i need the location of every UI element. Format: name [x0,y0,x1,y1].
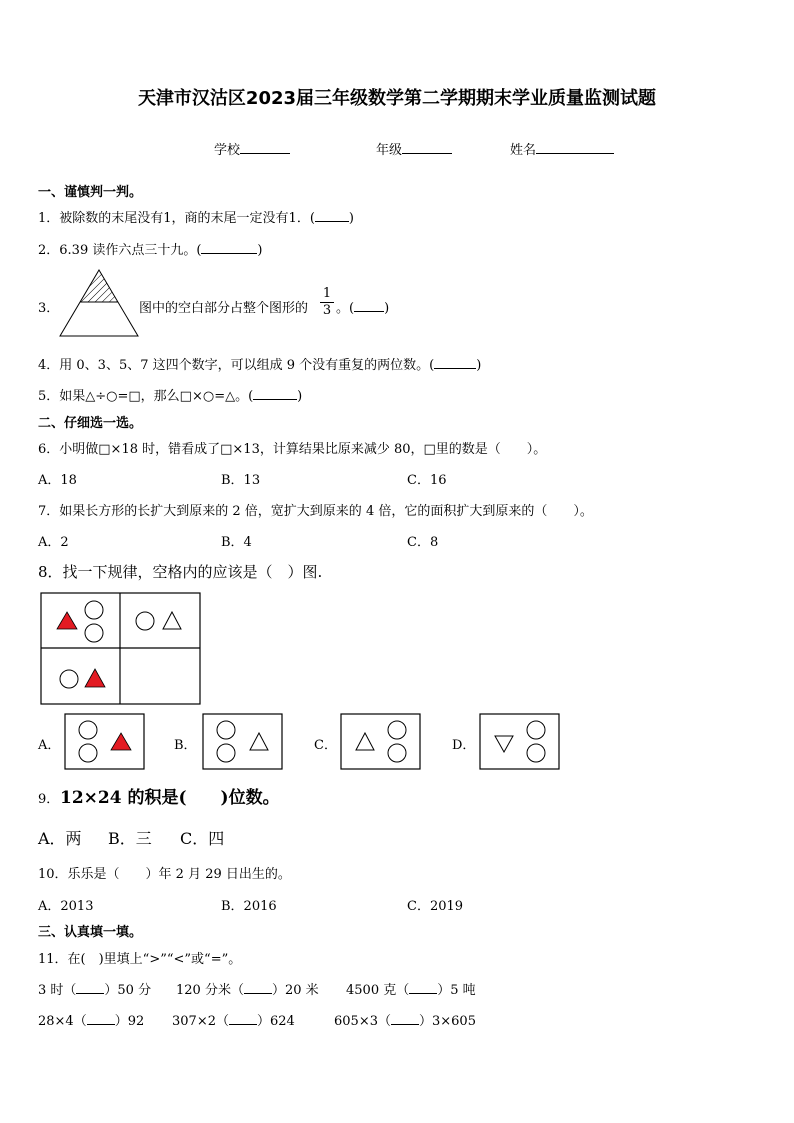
grade-field[interactable] [376,139,452,158]
answer-blank[interactable] [229,1012,257,1025]
option-c[interactable]: C．8 [407,535,439,550]
question-text: 4．用 0、3、5、7 这四个数字，可以组成 9 个没有重复的两位数。( [38,358,435,373]
option-c-label[interactable]: C． [314,738,337,753]
question-2 [38,239,263,258]
question-3-number: 3． [38,301,60,316]
striped-triangle-figure [58,268,140,338]
circle-icon [136,612,154,630]
paren-close: ) [476,358,482,373]
option-c-figure[interactable] [340,713,422,771]
question-11: 11．在( )里填上“>”“<”或“=”。 [38,952,242,967]
compare-item: 120 分米（ ）20 米 [176,983,319,998]
paren-close: ) [297,389,303,404]
question-10: 10．乐乐是（ ）年 2 月 29 日出生的。 [38,867,291,882]
option-d-label[interactable]: D． [452,738,476,753]
option-b[interactable]: B．2016 [221,899,277,914]
fraction-numerator: 1 [322,286,332,301]
answer-blank[interactable] [315,209,349,222]
option-c[interactable]: C．四 [180,829,225,848]
school-label: 学校 [214,143,241,158]
option-a[interactable]: A．2013 [38,899,94,914]
paren-close: ) [384,301,390,316]
question-text: 5．如果△÷○=□，那么□×○=△。( [38,389,254,404]
compare-item: 28×4（ ）92 [38,1014,145,1029]
circle-icon [60,670,78,688]
question-3 [139,297,308,316]
answer-blank[interactable] [434,356,476,369]
red-triangle-icon [85,669,105,687]
question-4 [38,354,481,373]
option-a-label[interactable]: A． [38,738,61,753]
school-field[interactable] [214,139,290,158]
option-a[interactable]: A．2 [38,535,69,550]
section-heading: 二、仔细选一选。 [38,416,143,431]
compare-item: 4500 克（ ）5 吨 [346,983,476,998]
triangle-icon [163,612,181,629]
section-heading: 三、认真填一填。 [38,925,143,940]
section-heading: 一、谨慎判一判。 [38,185,143,200]
answer-blank[interactable] [354,299,384,312]
question-text: 图中的空白部分占整个图形的 [139,301,309,316]
triangle-icon [250,733,268,750]
question-5 [38,385,302,404]
answer-blank[interactable] [391,1012,419,1025]
page-title: 天津市汉沽区2023届三年级数学第二学期期末学业质量监测试题 [137,88,657,109]
question-3-answer [336,297,389,316]
question-1 [38,207,354,226]
answer-blank[interactable] [409,981,437,994]
question-9-number: 9． [38,792,60,807]
option-b[interactable]: B．三 [108,829,152,848]
option-b-label[interactable]: B． [174,738,197,753]
paren-close: ) [348,211,354,226]
answer-blank[interactable] [201,241,257,254]
circle-icon [85,601,103,619]
question-7: 7．如果长方形的长扩大到原来的 2 倍，宽扩大到原来的 4 倍，它的面积扩大到原来的（ ）。 [38,504,593,519]
option-d-figure[interactable] [479,713,561,771]
answer-blank[interactable] [244,981,272,994]
fraction-denominator: 3 [322,303,332,318]
grade-label: 年级 [376,143,403,158]
question-6: 6．小明做□×18 时，错看成了□×13，计算结果比原来减少 80，□里的数是（ ）。 [38,442,547,457]
question-text: 2．6.39 读作六点三十九。( [38,243,202,258]
question-8: 8．找一下规律，空格内的应该是（ ）图. [38,563,323,581]
compare-item: 3 时（ ）50 分 [38,983,152,998]
red-triangle-icon [111,733,131,750]
triangle-icon [356,733,374,750]
option-c[interactable]: C．16 [407,473,447,488]
paren-open: 。( [336,301,355,316]
answer-blank[interactable] [253,387,297,400]
pattern-grid [40,592,202,705]
option-a-figure[interactable] [64,713,146,771]
red-triangle-icon [57,612,77,629]
option-c[interactable]: C．2019 [407,899,464,914]
option-b-figure[interactable] [202,713,284,771]
answer-blank[interactable] [87,1012,115,1025]
question-9: 12×24 的积是( )位数。 [60,788,280,808]
inverted-triangle-icon [495,736,513,752]
circle-icon [85,624,103,642]
paren-close: ) [257,243,263,258]
name-label: 姓名 [510,143,537,158]
option-b[interactable]: B．13 [221,473,261,488]
name-field[interactable] [510,139,614,158]
fraction [320,286,334,319]
compare-item: 605×3（ ）3×605 [334,1014,476,1029]
option-a[interactable]: A．18 [38,473,77,488]
option-b[interactable]: B．4 [221,535,252,550]
compare-item: 307×2（ ）624 [172,1014,295,1029]
question-text: 1．被除数的末尾没有1，商的末尾一定没有1．( [38,211,315,226]
option-a[interactable]: A．两 [38,829,82,848]
answer-blank[interactable] [76,981,104,994]
